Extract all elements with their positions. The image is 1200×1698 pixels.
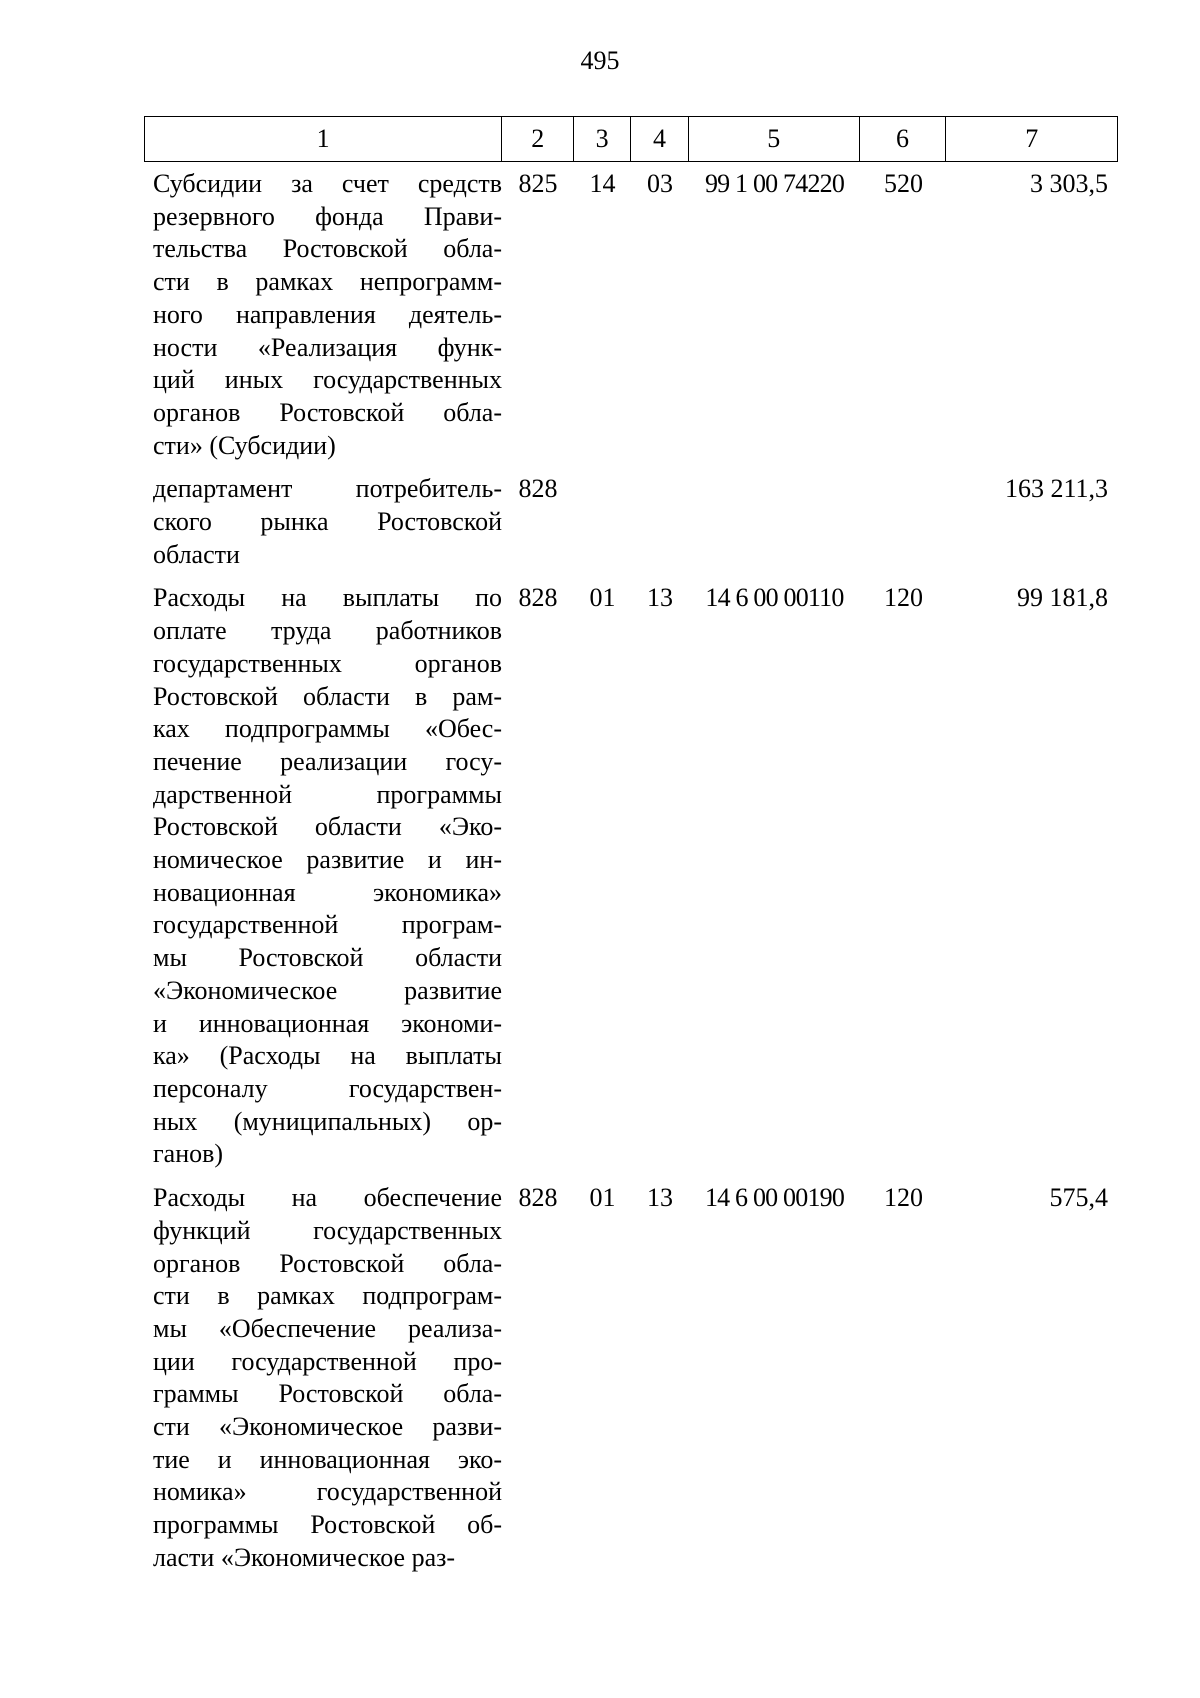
description-line: ности «Реализация функ- <box>153 332 502 362</box>
description-line: оплате труда работников <box>153 616 502 646</box>
description-line: персоналу государствен- <box>153 1073 502 1103</box>
table-row <box>144 1182 1118 1574</box>
page-number: 495 <box>580 46 620 75</box>
subsection-code: 13 <box>647 583 673 613</box>
ministry-code: 825 <box>518 169 558 198</box>
amount: 575,4 <box>1049 1183 1108 1213</box>
subsection-code: 13 <box>647 1183 673 1213</box>
row-description <box>144 168 502 462</box>
description-line: органов Ростовской обла- <box>153 1248 502 1278</box>
subsection-code <box>631 473 689 571</box>
description-line: сти» (Субсидии) <box>153 430 336 460</box>
header-cell-1: 1 <box>145 117 502 161</box>
description-line: мы «Обеспечение реализа- <box>153 1313 502 1343</box>
description-line: государственных органов <box>153 648 502 678</box>
table-row <box>144 582 1118 1171</box>
description-line: печение реализации госу- <box>153 746 502 776</box>
description-line: мы Ростовской области <box>153 943 502 973</box>
description-line: департамент потребитель- <box>153 474 502 504</box>
amount: 163 211,3 <box>1004 474 1108 504</box>
subsection-code: 03 <box>647 169 673 198</box>
description-line: сти в рамках подпрограм- <box>153 1281 502 1311</box>
ministry-code: 828 <box>518 1183 558 1213</box>
description-line: ции государственной про- <box>153 1346 502 1376</box>
row-description <box>144 582 502 1171</box>
target-article-code <box>689 473 860 571</box>
header-cell-6: 6 <box>860 117 947 161</box>
section-code: 01 <box>589 583 616 613</box>
description-line: ных (муниципальных) ор- <box>153 1106 502 1136</box>
description-line: функций государственных <box>153 1215 502 1245</box>
description-line: Ростовской области «Эко- <box>153 812 502 842</box>
table-row <box>144 168 1118 462</box>
row-description <box>144 1182 502 1574</box>
description-line: Субсидии за счет средств <box>153 169 502 198</box>
description-line: резервного фонда Прави- <box>153 201 502 231</box>
description-line: тельства Ростовской обла- <box>153 234 502 264</box>
description-line: номическое развитие и ин- <box>153 845 502 875</box>
description-line: дарственной программы <box>153 779 502 809</box>
description-line: государственной програм- <box>153 910 502 940</box>
description-line: ганов) <box>153 1139 224 1169</box>
header-cell-7: 7 <box>1025 124 1039 153</box>
header-cell-4: 4 <box>631 117 689 161</box>
description-line: «Экономическое развитие <box>153 975 502 1005</box>
description-line: ций иных государственных <box>153 365 502 395</box>
description-line: и инновационная экономи- <box>153 1008 502 1038</box>
table-header <box>144 116 1118 162</box>
expense-type-code: 120 <box>884 1183 923 1213</box>
description-line: ного направления деятель- <box>153 299 502 329</box>
description-line: программы Ростовской об- <box>153 1510 502 1540</box>
description-line: ласти «Экономическое раз- <box>153 1542 456 1572</box>
expense-type-code: 120 <box>884 583 923 613</box>
row-description <box>144 473 502 571</box>
header-cell-2: 2 <box>502 117 574 161</box>
description-line: новационная экономика» <box>153 877 502 907</box>
description-line: тие и инновационная эко- <box>153 1444 502 1474</box>
description-line: ках подпрограммы «Обес- <box>153 714 502 744</box>
description-line: ка» (Расходы на выплаты <box>153 1041 502 1071</box>
expense-type-code <box>860 473 947 571</box>
amount: 3 303,5 <box>1030 169 1108 198</box>
ministry-code: 828 <box>518 474 558 504</box>
description-line: области <box>153 539 240 569</box>
description-line: сти «Экономическое разви- <box>153 1412 502 1442</box>
description-line: Расходы на обеспечение <box>153 1183 502 1213</box>
header-cell-3: 3 <box>574 117 631 161</box>
description-line: ского рынка Ростовской <box>153 507 502 537</box>
amount: 99 181,8 <box>1017 583 1108 613</box>
table-body <box>144 168 1118 1586</box>
description-line: граммы Ростовской обла- <box>153 1379 502 1409</box>
description-line: Расходы на выплаты по <box>153 583 502 613</box>
section-code: 14 <box>589 169 616 198</box>
description-line: сти в рамках непрограмм- <box>153 267 502 297</box>
header-cell-5: 5 <box>689 117 860 161</box>
description-line: органов Ростовской обла- <box>153 397 502 427</box>
target-article-code: 14 6 00 00110 <box>705 583 844 613</box>
description-line: Ростовской области в рам- <box>153 681 502 711</box>
section-code <box>574 473 631 571</box>
target-article-code: 99 1 00 74220 <box>704 169 845 198</box>
description-line: номика» государственной <box>153 1477 502 1507</box>
expense-type-code: 520 <box>884 169 923 198</box>
table-row <box>144 473 1118 571</box>
target-article-code: 14 6 00 00190 <box>704 1183 845 1213</box>
section-code: 01 <box>589 1183 616 1213</box>
ministry-code: 828 <box>518 583 558 613</box>
